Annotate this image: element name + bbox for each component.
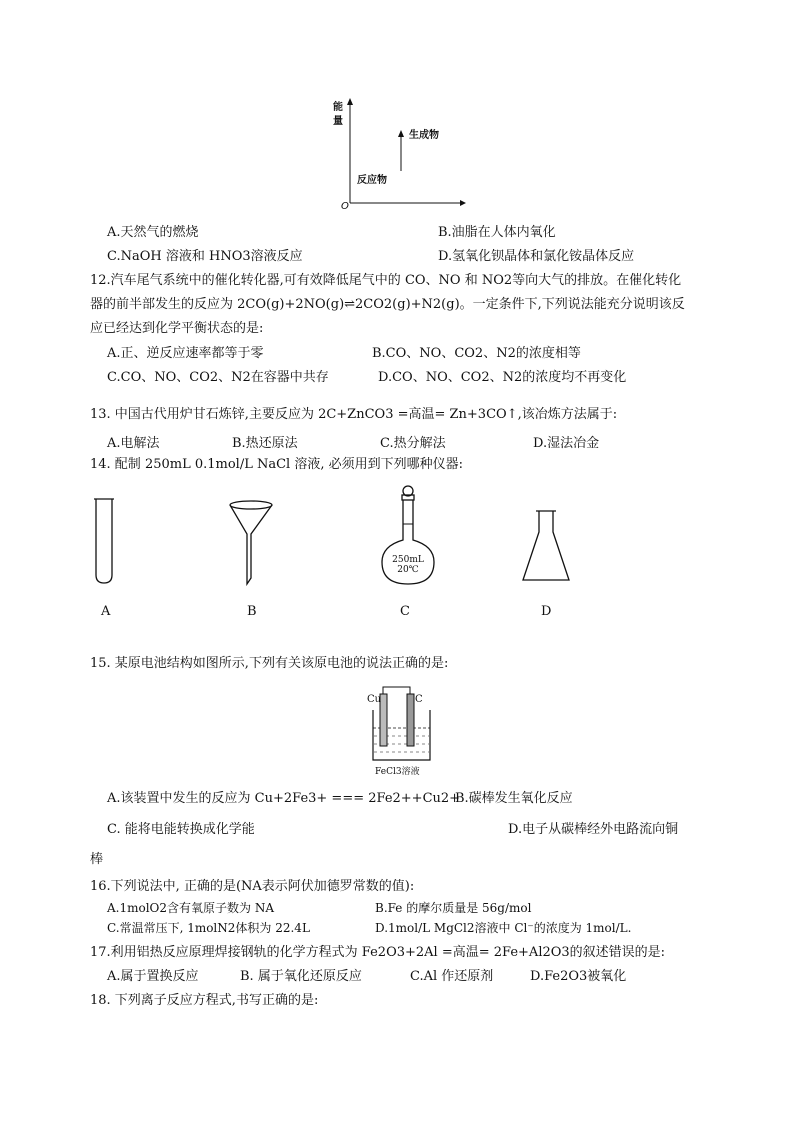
energy-diagram-svg [330, 95, 470, 215]
conical-flask-figure [520, 508, 572, 584]
electrode-right-label: C [415, 694, 423, 705]
q14-label-a: A [101, 604, 111, 619]
q15-option-d-continued: 棒 [90, 852, 104, 867]
q16-option-b: B.Fe 的摩尔质量是 56g/mol [375, 901, 532, 915]
q17-option-b: B. 属于氧化还原反应 [240, 969, 362, 984]
q15-option-c: C. 能将电能转换成化学能 [107, 822, 255, 837]
energy-diagram [330, 95, 470, 215]
q11-option-c: C.NaOH 溶液和 HNO3溶液反应 [107, 249, 303, 264]
q16-option-a: A.1molO2含有氧原子数为 NA [107, 901, 275, 915]
q16-stem: 16.下列说法中, 正确的是(NA表示阿伏加德罗常数的值): [90, 879, 415, 894]
electrode-left-label: Cu [367, 694, 382, 705]
q15-option-d: D.电子从碳棒经外电路流向铜 [508, 822, 679, 837]
q16-option-d: D.1mol/L MgCl2溶液中 Cl⁻的浓度为 1mol/L. [375, 921, 632, 935]
solution-label: FeCl3溶液 [375, 767, 420, 777]
energy-x-arrow [460, 200, 466, 206]
flask-volume-label: 250mL [392, 555, 424, 565]
q12-option-d: D.CO、NO、CO2、N2的浓度均不再变化 [378, 370, 627, 385]
q14-label-b: B [247, 604, 257, 619]
q12-line3: 应已经达到化学平衡状态的是: [90, 321, 264, 336]
q17-stem: 17.利用铝热反应原理焊接钢轨的化学方程式为 Fe2O3+2Al =高温= 2Fe+Al2O3的叙述错误的是: [90, 945, 666, 960]
product-label: 生成物 [409, 130, 439, 141]
q13-option-d: D.湿法冶金 [533, 436, 600, 451]
q15-option-b: B.碳棒发生氧化反应 [455, 791, 573, 806]
q13-option-c: C.热分解法 [380, 436, 446, 451]
q11-option-b: B.油脂在人体内氧化 [438, 225, 556, 240]
flask-temp-label: 20℃ [397, 565, 419, 575]
q11-option-a: A.天然气的燃烧 [107, 225, 199, 240]
q13-option-b: B.热还原法 [232, 436, 298, 451]
q11-option-d: D.氢氧化钡晶体和氯化铵晶体反应 [438, 249, 635, 264]
q17-option-d: D.Fe2O3被氧化 [530, 969, 627, 984]
q18-stem: 18. 下列离子反应方程式,书写正确的是: [90, 993, 319, 1008]
q15-option-a: A.该装置中发生的反应为 Cu+2Fe3+ === 2Fe2++Cu2+ [107, 791, 461, 806]
volumetric-flask-figure [378, 484, 438, 586]
q15-stem: 15. 某原电池结构如图所示,下列有关该原电池的说法正确的是: [90, 656, 449, 671]
q13-option-a: A.电解法 [107, 436, 160, 451]
q12-option-a: A.正、逆反应速率都等于零 [107, 346, 264, 361]
energy-y-arrow [347, 98, 353, 105]
galvanic-cell-figure [368, 684, 438, 778]
q13-stem: 13. 中国古代用炉甘石炼锌,主要反应为 2C+ZnCO3 =高温= Zn+3CO↑,该冶炼方法属于: [90, 407, 618, 422]
q14-stem: 14. 配制 250mL 0.1mol/L NaCl 溶液, 必须用到下列哪种仪器: [90, 457, 463, 472]
origin-label: O [341, 201, 349, 212]
energy-y-label: 能 量 [333, 102, 343, 127]
q12-line1: 12.汽车尾气系统中的催化转化器,可有效降低尾气中的 CO、NO 和 NO2等向大气的排放。在催化转化 [90, 273, 682, 288]
reactant-label: 反应物 [357, 175, 387, 186]
q17-option-c: C.Al 作还原剂 [410, 969, 494, 984]
test-tube-figure [92, 495, 116, 587]
q14-label-d: D [541, 604, 552, 619]
q17-option-a: A.属于置换反应 [107, 969, 199, 984]
q12-option-c: C.CO、NO、CO2、N2在容器中共存 [107, 370, 329, 385]
q12-option-b: B.CO、NO、CO2、N2的浓度相等 [372, 346, 581, 361]
funnel-figure [228, 498, 274, 588]
energy-up-arrow-head [398, 130, 404, 137]
q16-option-c: C.常温常压下, 1molN2体积为 22.4L [107, 921, 310, 935]
q14-label-c: C [400, 604, 410, 619]
q12-line2: 器的前半部发生的反应为 2CO(g)+2NO(g)⇌2CO2(g)+N2(g)。一定条件下,下列说法能充分说明该反 [90, 297, 685, 312]
